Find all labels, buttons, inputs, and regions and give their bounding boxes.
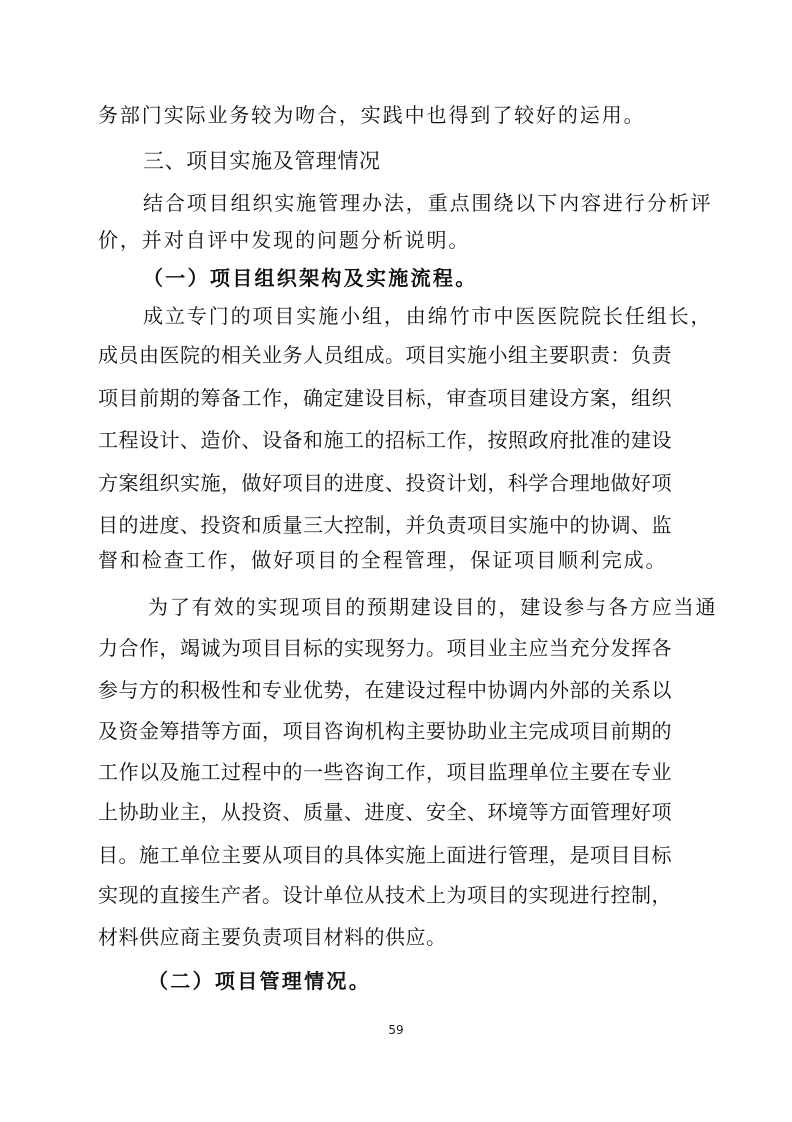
page-number: 59 [388,1023,404,1037]
paragraph-line: 材料供应商主要负责项目材料的供应。 [98,925,447,949]
paragraph-line: 目的进度、投资和质量三大控制，并负责项目实施中的协调、监 [98,513,672,537]
paragraph-line: 及资金筹措等方面，项目咨询机构主要协助业主完成项目前期的 [98,719,672,743]
paragraph-line: 工程设计、造价、设备和施工的招标工作，按照政府批准的建设 [98,428,672,452]
paragraph-line: 实现的直接生产者。设计单位从技术上为项目的实现进行控制， [98,883,672,907]
paragraph-line: 目。施工单位主要从项目的具体实施上面进行管理，是项目目标 [98,843,672,867]
paragraph-line: 成员由医院的相关业务人员组成。项目实施小组主要职责：负责 [98,343,672,367]
paragraph-line: 力合作，竭诚为项目目标的实现努力。项目业主应当充分发挥各 [98,636,672,660]
paragraph-line: 价，并对自评中发现的问题分析说明。 [98,228,471,252]
paragraph-line: 工作以及施工过程中的一些咨询工作，项目监理单位主要在专业 [98,760,672,784]
paragraph-line: 结合项目组织实施管理办法，重点围绕以下内容进行分析评 [143,191,713,215]
subsection-heading: （二）项目管理情况。 [148,969,371,993]
section-heading: 三、项目实施及管理情况 [143,149,381,173]
paragraph-line: 务部门实际业务较为吻合，实践中也得到了较好的运用。 [98,103,646,127]
paragraph-line: 上协助业主，从投资、质量、进度、安全、环境等方面管理好项 [98,800,672,824]
paragraph-line: 参与方的积极性和专业优势，在建设过程中协调内外部的关系以 [98,678,672,702]
paragraph-line: 为了有效的实现项目的预期建设目的，建设参与各方应当通 [148,595,718,619]
subsection-heading: （一）项目组织架构及实施流程。 [143,266,478,290]
paragraph-line: 项目前期的筹备工作，确定建设目标，审查项目建设方案，组织 [98,386,672,410]
paragraph-line: 方案组织实施，做好项目的进度、投资计划，科学合理地做好项 [98,471,672,495]
paragraph-line: 督和检查工作，做好项目的全程管理，保证项目顺利完成。 [98,548,668,572]
paragraph-line: 成立专门的项目实施小组，由绵竹市中医医院院长任组长， [143,304,713,328]
